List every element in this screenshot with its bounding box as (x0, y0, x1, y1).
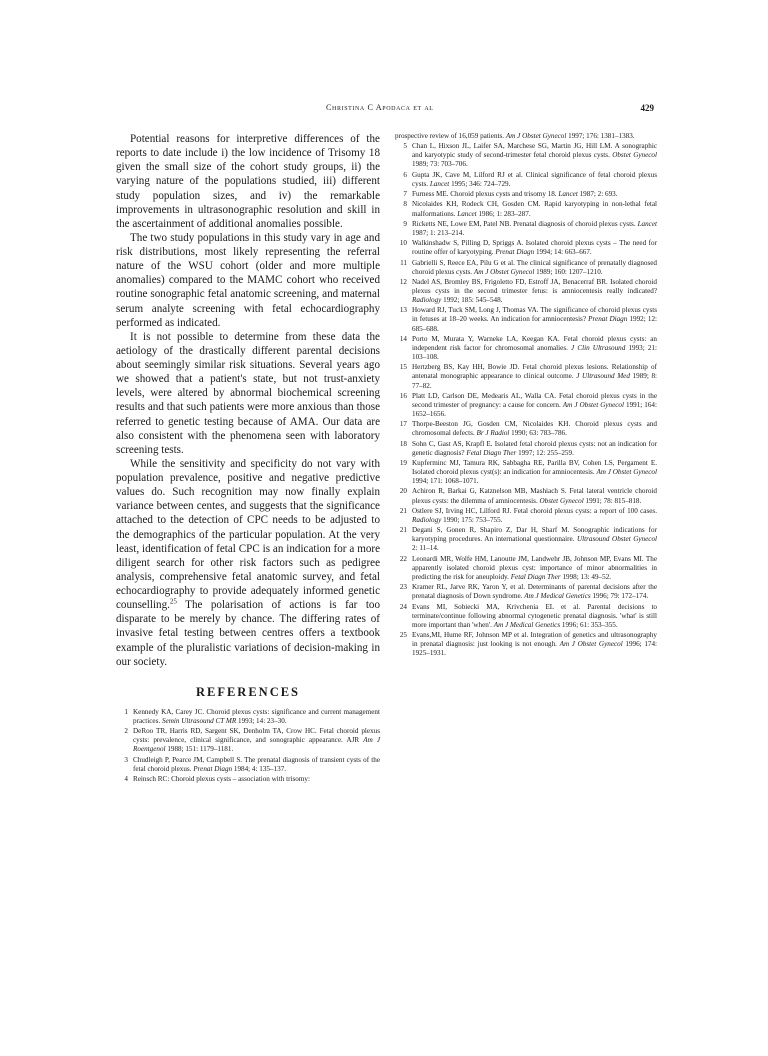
body-paragraph: The two study populations in this study vary in age and risk distributions, most likely representing the referral nature of the WSU cohort (older and more multiple anomalies) compared to the MAMC cohort who received routine sonographic fetal anatomic screening, and maternal serum analyte screening with fetal echocardiography performed as indicated. (116, 231, 380, 329)
reference-citation: 1995; 346: 724–729. (449, 179, 511, 188)
citation-superscript: 25 (169, 597, 177, 606)
reference-journal: Lancet (429, 179, 450, 188)
reference-continuation (395, 132, 657, 141)
reference-text: Achiron R, Barkai G, Katznelson MB, Mashiach S. Fetal lateral ventricle choroid plexus cysts: the dilemma of amniocentesis. (412, 487, 657, 505)
reference-journal: Am J Obstet Gynecol (505, 132, 567, 140)
reference-item (395, 335, 657, 362)
reference-item (395, 420, 657, 438)
reference-citation: 1991; 164: 1652–1656. (412, 400, 657, 418)
reference-number: 16 (399, 391, 407, 400)
reference-citation: 1986; 1: 283–287. (476, 209, 531, 218)
reference-citation: 1992; 185: 545–548. (441, 296, 503, 305)
reference-journal: Am J Medical Genetics (493, 620, 561, 629)
reference-number: 21 (399, 506, 407, 515)
reference-item (395, 278, 657, 305)
reference-text: DeRoo TR, Harris RD, Sargent SK, Denholm TA, Crow HC. Fetal choroid plexus cysts: prevalence, clinical significance, and sonographic appearance. AJR (133, 727, 380, 745)
reference-text: Leonardi MR, Wolfe HM, Lanoutte JM, Landwehr JB, Johnson MP, Evans MI. The apparently isolated choroid plexus cyst: importance of minor abnormalities in predicting the risk for aneuploidy. (412, 554, 657, 581)
reference-text: Degani S, Gonen R, Shapiro Z, Dar H, Sharf M. Sonographic indications for karyotyping procedures. An international questionnaire. (412, 526, 657, 544)
reference-item (395, 363, 657, 390)
reference-number: 25 (399, 631, 407, 639)
reference-journal: Am J Obstet Gynecol (473, 267, 535, 276)
reference-number: 12 (399, 277, 407, 286)
reference-citation: 1993; 14: 23–30. (236, 716, 287, 725)
reference-text: Nadel AS, Bromley BS, Frigoletto FD, Estroff JA, Benacerraf BR. Isolated choroid plexus cysts in the second trimester fetus: is amniocentesis really indicated? (412, 277, 657, 295)
reference-number: 2 (124, 727, 128, 736)
reference-number: 6 (403, 170, 407, 179)
reference-text: Chudleigh P, Pearce JM, Campbell S. The prenatal diagnosis of transient cysts of the fetal choroid plexus. (133, 755, 380, 773)
reference-item (116, 775, 380, 784)
reference-text: Reinsch RC: Choroid plexus cysts – association with trisomy: (133, 774, 310, 783)
reference-text: Nicolaides KH, Rodeck CH, Gosden CM. Rapid karyotyping in non-lethal fetal malformations. (412, 200, 657, 218)
reference-number: 19 (399, 459, 407, 467)
reference-citation: 1994; 171: 1068–1071. (412, 477, 479, 486)
reference-item (395, 555, 657, 582)
reference-citation: 1991; 78: 815–818. (583, 496, 642, 505)
reference-journal: Am J Medical Genetics (524, 592, 591, 601)
reference-number: 9 (403, 219, 407, 228)
reference-item (395, 200, 657, 218)
reference-citation: 1994; 14: 663–667. (534, 248, 592, 257)
reference-item (395, 142, 657, 169)
reference-citation: 1992; 12: 685–688. (412, 315, 658, 333)
reference-citation: 1987; 1: 213–214. (412, 228, 465, 237)
body-paragraph (116, 457, 380, 669)
page-number: 429 (640, 103, 654, 113)
reference-item (395, 171, 657, 189)
reference-number: 11 (400, 258, 407, 267)
reference-journal: Am J Obstet Gynecol (596, 468, 657, 477)
reference-citation: 1987; 2: 693. (577, 190, 618, 199)
reference-number: 4 (124, 774, 128, 783)
body-paragraph-tail: The polarisation of actions is far too disparate to be merely by chance. The differing rates of invasive fetal testing between centres offers a textbook example of the pluralistic variations of decision-making in our society. (116, 599, 380, 668)
reference-citation: 1990; 175: 753–755. (441, 515, 503, 524)
reference-item (395, 220, 657, 238)
reference-item (395, 526, 657, 553)
reference-text: Evans,MI, Hume RF, Johnson MP et al. Integration of genetics and ultrasonography in prenatal diagnosis: just looking is not enough. (412, 631, 657, 649)
reference-number: 3 (124, 755, 128, 764)
right-column (395, 132, 657, 659)
reference-text: Sohn C, Gast AS, Krapfl E. Isolated fetal choroid plexus cysts: not an indication for genetic diagnosis? (412, 439, 657, 457)
reference-journal: Prenat Diagn (193, 764, 233, 773)
reference-text: Ostlere SJ, Irving HC, Lilford RJ. Fetal choroid plexus cysts: a report of 100 cases. (412, 506, 657, 515)
reference-text: Chan L, Hixson JL, Laifer SA, Marchese SG, Martin JG, Hill LM. A sonographic and karyotypic study of second-trimester fetal choroid plexus cysts. (412, 142, 657, 160)
reference-journal: Lancet (637, 219, 657, 228)
reference-item (116, 708, 380, 726)
reference-citation: 1989; 160: 1207–1210. (534, 267, 603, 276)
reference-item (116, 756, 380, 774)
reference-number: 21 (399, 526, 407, 535)
left-column (116, 132, 380, 785)
reference-list-right (395, 142, 657, 658)
reference-citation: 2: 11–14. (412, 544, 439, 553)
reference-number: 23 (399, 583, 407, 592)
reference-item (395, 239, 657, 257)
reference-citation: 1996; 174: 1925–1931. (412, 640, 658, 658)
running-head-authors: Christina C Apodaca et al (326, 103, 434, 112)
reference-item (395, 190, 657, 199)
reference-text: Thorpe-Beeston JG, Gosden CM, Nicolaides KH. Choroid plexus cysts and chromosomal defects. (412, 420, 657, 438)
reference-citation: 1988; 151: 1179–1181. (165, 745, 234, 754)
reference-text: Evans MI, Sobiecki MA, Krivchenia EL et al. Parental decisions to terminate/continue following abnormal cytogenetic prenatal diagnosis. 'what' is still more important than 'when'. (412, 602, 657, 629)
reference-item (116, 727, 380, 754)
reference-journal: Fetal Diagn Ther (510, 572, 561, 581)
reference-item (395, 259, 657, 277)
running-head (0, 103, 768, 117)
reference-citation: 1997; 176: 1381–1383. (566, 132, 635, 140)
reference-number: 8 (403, 200, 407, 209)
reference-journal: Prenat Diagn (495, 248, 535, 257)
reference-text: prospective review of 16,059 patients. (395, 132, 506, 140)
reference-citation: 1989; 73: 703–706. (412, 160, 468, 169)
reference-text: Hertzberg BS, Kay HH, Bowie JD. Fetal choroid plexus lesions. Relationship of antenatal monographic appearance to clinical outcome. (412, 363, 657, 381)
reference-item (395, 487, 657, 505)
reference-number: 18 (399, 439, 407, 448)
reference-journal: Obstet Gynecol (612, 151, 657, 160)
reference-journal: Lancet (457, 209, 477, 218)
reference-text: Platt LD, Carlson DE, Medearis AL, Walla CA. Fetal choroid plexus cysts in the second trimester of pregnancy: a cause for concern. (412, 391, 657, 409)
reference-text: Ricketts NE, Lowe EM, Patel NB. Prenatal diagnosis of choroid plexus cysts. (412, 219, 638, 228)
body-paragraph-text: While the sensitivity and specificity do not vary with population prevalence, positive and negative predictive values do. Such recognition may now finally explain variance between centes, and suggests that the significance attached to the detection of CPC needs to be adjusted to the demographics of the particular population. At the very least, identification of fetal CPC is an indication for a more diligent search for other risk factors such as pedigree analysis, comprehensive fetal anatomic survey, and fetal echocardiography to provide adequately informed genetic counselling. (116, 457, 380, 612)
reference-journal: Am J Obstet Gynecol (559, 640, 623, 649)
reference-journal: Radiology (412, 296, 442, 305)
reference-text: Gabrielli S, Reece EA, Pilu G et al. The clinical significance of prenatally diagnosed choroid plexus cysts. (412, 258, 657, 276)
reference-citation: 1997; 12: 255–259. (516, 448, 574, 457)
reference-item (395, 631, 657, 658)
reference-journal: Semin Ultrasound CT MR (161, 716, 237, 725)
reference-number: 17 (399, 420, 407, 429)
reference-item (395, 306, 657, 333)
reference-journal: Obstet Gynecol (539, 496, 584, 505)
reference-journal: J Ultrasound Med (576, 372, 630, 381)
reference-text: Howard RJ, Tuck SM, Long J, Thomas VA. The significance of choroid plexus cysts in fetuses at 18–20 weeks. An indication for amniocentesis? (412, 306, 657, 324)
reference-citation: 1996; 61: 353–355. (560, 620, 618, 629)
reference-item (395, 392, 657, 419)
reference-journal: Am J Roentgenol (133, 736, 380, 754)
reference-number: 22 (399, 554, 407, 563)
reference-journal: Br J Radiol (476, 429, 510, 438)
reference-number: 15 (399, 363, 407, 372)
reference-number: 10 (399, 239, 407, 248)
reference-journal: Radiology (412, 515, 442, 524)
reference-journal: Prenat Diagn (588, 315, 628, 324)
reference-citation: 1993; 21: 103–108. (412, 343, 657, 362)
reference-citation: 1984; 4: 135–137. (232, 764, 287, 773)
reference-number: 14 (399, 334, 407, 343)
reference-citation: 1996; 79: 172–174. (590, 592, 649, 601)
reference-number: 20 (399, 487, 407, 496)
references-heading: REFERENCES (195, 684, 301, 699)
reference-citation: 1989; 8: 77–82. (412, 372, 657, 390)
reference-journal: Ultrasound Obstet Gynecol (576, 535, 658, 544)
reference-item (395, 440, 657, 458)
reference-text: Kupferminc MJ, Tamura RK, Sabbagha RE, Parilla BV, Cohen LS, Pergament E. Isolated choroid plexus cyst(s): an indication for amniocentesis. (412, 459, 657, 477)
reference-number: 5 (403, 142, 407, 151)
reference-text: Furness ME. Choroid plexus cysts and trisomy 18. (412, 190, 559, 199)
reference-number: 13 (399, 306, 407, 315)
reference-number: 24 (399, 602, 407, 611)
reference-item (395, 459, 657, 486)
reference-text: Kennedy KA, Carey JC. Choroid plexus cysts: significance and current management practices. (133, 707, 380, 725)
reference-number: 1 (124, 707, 128, 716)
reference-list-left (116, 708, 380, 784)
reference-journal: J Clin Ultrasound (571, 343, 626, 352)
reference-citation: 1998; 13: 49–52. (560, 572, 612, 581)
reference-item (395, 507, 657, 525)
reference-text: Kramer RL, Jarve RK, Yaron Y, et al. Determinants of parental decisions after the prenatal diagnosis of Down syndrome. (412, 583, 657, 601)
reference-journal: Lancet (558, 190, 578, 199)
reference-journal: Am J Obstet Gynecol (562, 400, 624, 409)
reference-item (395, 583, 657, 601)
reference-text: Gupta JK, Cave M, Lilford RJ et al. Clinical significance of fetal choroid plexus cysts. (412, 170, 657, 188)
reference-number: 7 (403, 190, 407, 199)
reference-text: Walkinshadw S, Pilling D, Spriggs A. Isolated choroid plexus cysts – The need for routine offer of karyotyping. (412, 239, 657, 257)
reference-item (395, 603, 657, 630)
reference-text: Porto M, Murata Y, Warneke LA, Keegan KA. Fetal choroid plexus cysts: an independent risk factor for chromosomal anomalies. (412, 334, 657, 352)
reference-journal: Fetal Diagn Ther (466, 448, 517, 457)
body-paragraph: It is not possible to determine from these data the aetiology of the drastically different parental decisions about seemingly similar risk situations. Several years ago we showed that a patient's state, but not trust-anxiety levels, were altered by abnormal biochemical screening results and that such patients were more anxious than those referred to genetic testing because of AMA. Our data are also consistent with the phenomena seen with laboratory screening tests. (116, 330, 380, 456)
body-paragraph: Potential reasons for interpretive differences of the reports to date include i) the low incidence of Trisomy 18 given the small size of the cohort study groups, ii) the varying nature of the populations studied, iii) different study population sizes, and iv) the remarkable improvements in ultrasonographic resolution and skill in the ascertainment of additional anomalies possible. (116, 133, 380, 230)
reference-citation: 1990; 63: 783–786. (509, 429, 567, 438)
